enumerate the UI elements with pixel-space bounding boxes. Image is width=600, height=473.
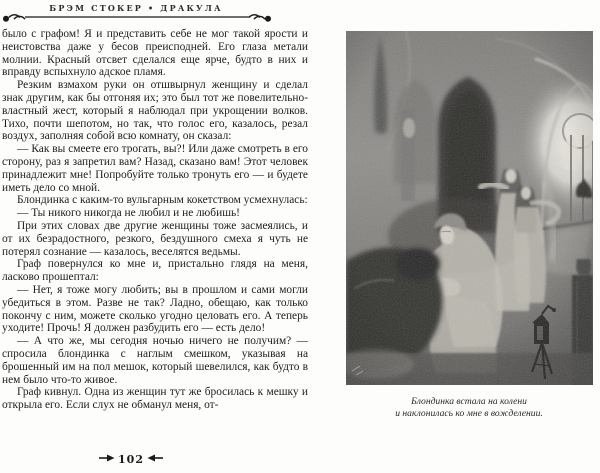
illustration-caption: [340, 396, 598, 419]
paragraph: При этих словах две другие женщины тоже засмеялись, и от их безрадостного, резкого, бездушного смеха я чуть не потерял сознание — казалось, веселятся ведьмы.: [2, 219, 308, 258]
text-column: [2, 28, 308, 412]
page-footer: [0, 453, 262, 466]
paragraph: — Как вы смеете его трогать, вы?! Или даже смотреть в его сторону, раз я запретил вам? Назад, сказано вам! Этот человек принадлежит мне! Попробуйте только тронуть его — и будете иметь дело со мной.: [2, 143, 308, 194]
paragraph: — Ты никого никогда не любил и не любишь!: [17, 207, 240, 220]
illustration: [346, 31, 593, 385]
page-number: 102: [118, 453, 144, 466]
running-title: БРЭМ СТОКЕР • ДРАКУЛА: [49, 3, 223, 13]
paragraph: Резким взмахом руки он отшвырнул женщину и сделал знак другим, как бы отгоняя их; это был тот же повелительно-властный жест, который я наблюдал при укрощении волков. Тихо, почти шепотом, но так, что голос его, казалось, резал воздух, заполняя собой всю комнату, он сказал:: [2, 79, 308, 143]
footer-left-arrow-icon: [99, 454, 115, 462]
paragraph: — Нет, я тоже могу любить; вы в прошлом и сами могли убедиться в этом. Разве не так? Ладно, обещаю, как только покончу с ним, можете сколько угодно целовать его. А теперь уходите! Прочь! Я должен разбудить его — есть дело!: [2, 283, 308, 335]
caption-line: Блондинка встала на колени: [411, 396, 527, 407]
header-rule-ornament: [1, 11, 273, 23]
footer-right-arrow-icon: [147, 454, 163, 462]
caption-line: и наклонилась ко мне в вожделении.: [395, 407, 543, 419]
paragraph: Блондинка с каким-то вульгарным кокетством усмехнулась:: [17, 194, 308, 207]
paragraph: — А что же, мы сегодня ночью ничего не получим? — спросила блондинка с наглым смешком, указывая на брошенный им на пол мешок, который шевелился, как будто в нем было что-то живое.: [2, 335, 308, 386]
paragraph: было с графом! Я и представить себе не мог такой ярости и неистовства даже у бесов преисподней. Его глаза метали молнии. Красный отсвет сделался еще ярче, будто в них и вправду вспыхнуло адское пламя.: [2, 28, 308, 79]
paragraph: Граф повернулся ко мне и, пристально глядя на меня, ласково прошептал:: [2, 258, 308, 284]
paragraph: Граф кивнул. Одна из женщин тут же бросилась к мешку и открыла его. Если слух не обманул меня, от-: [2, 386, 308, 412]
grain-overlay: [346, 31, 593, 385]
